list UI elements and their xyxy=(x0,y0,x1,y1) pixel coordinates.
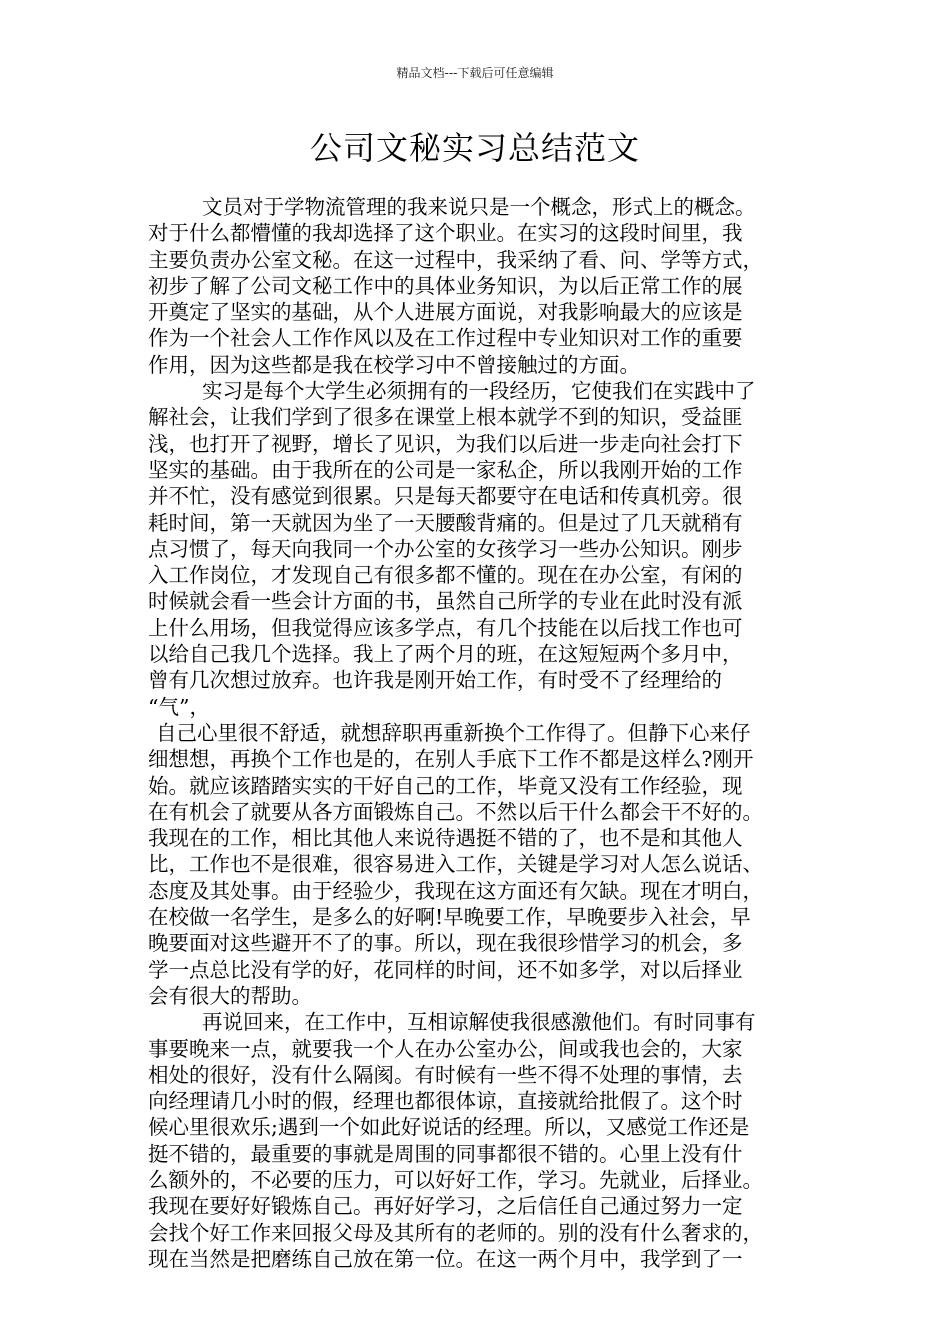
text-line: 在校做一名学生，是多么的好啊!早晚要工作，早晚要步入社会，早 xyxy=(148,905,751,930)
text-line: 曾有几次想过放弃。也许我是刚开始工作，有时受不了经理给的 xyxy=(148,668,722,693)
text-line: 入工作岗位，才发现自己有很多都不懂的。现在在办公室，有闲的 xyxy=(148,563,743,588)
text-line: 候心里很欢乐;遇到一个如此好说话的经理。所以，又感觉工作还是 xyxy=(148,1115,750,1140)
text-line: 自己心里很不舒适，就想辞职再重新换个工作得了。但静下心来仔 xyxy=(156,720,751,745)
document-title: 公司文秘实习总结范文 xyxy=(309,129,640,167)
text-line: 以给自己我几个选择。我上了两个月的班，在这短短两个多月中， xyxy=(148,642,743,667)
text-line: 作用，因为这些都是我在校学习中不曾接触过的方面。 xyxy=(148,352,640,377)
text-line: 时候就会看一些会计方面的书，虽然自己所学的专业在此时没有派 xyxy=(148,589,743,614)
text-line: 始。就应该踏踏实实的干好自己的工作，毕竟又没有工作经验，现 xyxy=(148,773,743,798)
text-line: 现在当然是把磨练自己放在第一位。在这一两个月中，我学到了一 xyxy=(148,1246,743,1271)
text-line: 我现在的工作，相比其他人来说待遇挺不错的了，也不是和其他人 xyxy=(148,826,743,851)
text-line: 解社会，让我们学到了很多在课堂上根本就学不到的知识，受益匪 xyxy=(148,405,743,430)
text-line: 细想想，再换个工作也是的，在别人手底下工作不都是这样么?刚开 xyxy=(148,747,754,772)
text-line: 晚要面对这些避开不了的事。所以，现在我很珍惜学习的机会，多 xyxy=(148,931,743,956)
text-line: 再说回来，在工作中，互相谅解使我很感激他们。有时同事有 xyxy=(202,1010,756,1035)
text-line: 点习惯了，每天向我同一个办公室的女孩学习一些办公知识。刚步 xyxy=(148,536,743,561)
text-line: 坚实的基础。由于我所在的公司是一家私企，所以我刚开始的工作 xyxy=(148,457,743,482)
text-line: 文员对于学物流管理的我来说只是一个概念，形式上的概念。 xyxy=(202,195,756,219)
document-body xyxy=(148,194,828,1272)
text-line: 主要负责办公室文秘。在这一过程中，我采纳了看、问、学等方式， xyxy=(148,247,763,272)
text-line: 对于什么都懵懂的我却选择了这个职业。在实习的这段时间里，我 xyxy=(148,221,743,246)
text-line: 开奠定了坚实的基础，从个人进展方面说，对我影响最大的应该是 xyxy=(148,300,743,325)
text-line: 作为一个社会人工作作风以及在工作过程中专业知识对工作的重要 xyxy=(148,326,743,351)
text-line: 向经理请几小时的假，经理也都很体谅，直接就给批假了。这个时 xyxy=(148,1089,743,1114)
text-line: 挺不错的，最重要的事就是周围的同事都很不错的。心里上没有什 xyxy=(148,1141,743,1166)
text-line: 么额外的，不必要的压力，可以好好工作，学习。先就业，后择业。 xyxy=(148,1167,763,1192)
text-line: 实习是每个大学生必须拥有的一段经历，它使我们在实践中了 xyxy=(202,379,756,404)
header-note: 精品文档---下载后可任意编辑 xyxy=(396,66,554,80)
text-line: 初步了解了公司文秘工作中的具体业务知识，为以后正常工作的展 xyxy=(148,273,743,298)
text-line: 学一点总比没有学的好，花同样的时间，还不如多学，对以后择业 xyxy=(148,957,743,982)
text-line: 会有很大的帮助。 xyxy=(148,983,312,1008)
text-line: 事要晚来一点，就要我一个人在办公室办公，间或我也会的，大家 xyxy=(148,1036,743,1061)
text-line: 在有机会了就要从各方面锻炼自己。不然以后干什么都会干不好的。 xyxy=(148,799,763,824)
text-line: 浅，也打开了视野，增长了见识，为我们以后进一步走向社会打下 xyxy=(148,431,743,456)
text-line: 比，工作也不是很难，很容易进入工作，关键是学习对人怎么说话、 xyxy=(148,852,763,877)
text-line: 会找个好工作来回报父母及其所有的老师的。别的没有什么奢求的， xyxy=(148,1220,763,1245)
text-line: 上什么用场，但我觉得应该多学点，有几个技能在以后找工作也可 xyxy=(148,615,743,640)
text-line: 态度及其处事。由于经验少，我现在这方面还有欠缺。现在才明白， xyxy=(148,878,763,903)
text-line: 相处的很好，没有什么隔阂。有时候有一些不得不处理的事情，去 xyxy=(148,1062,743,1087)
text-line: 耗时间，第一天就因为坐了一天腰酸背痛的。但是过了几天就稍有 xyxy=(148,510,743,535)
text-line: “气”， xyxy=(148,694,210,719)
text-line: 并不忙，没有感觉到很累。只是每天都要守在电话和传真机旁。很 xyxy=(148,484,743,509)
text-line: 我现在要好好锻炼自己。再好好学习，之后信任自己通过努力一定 xyxy=(148,1194,743,1219)
